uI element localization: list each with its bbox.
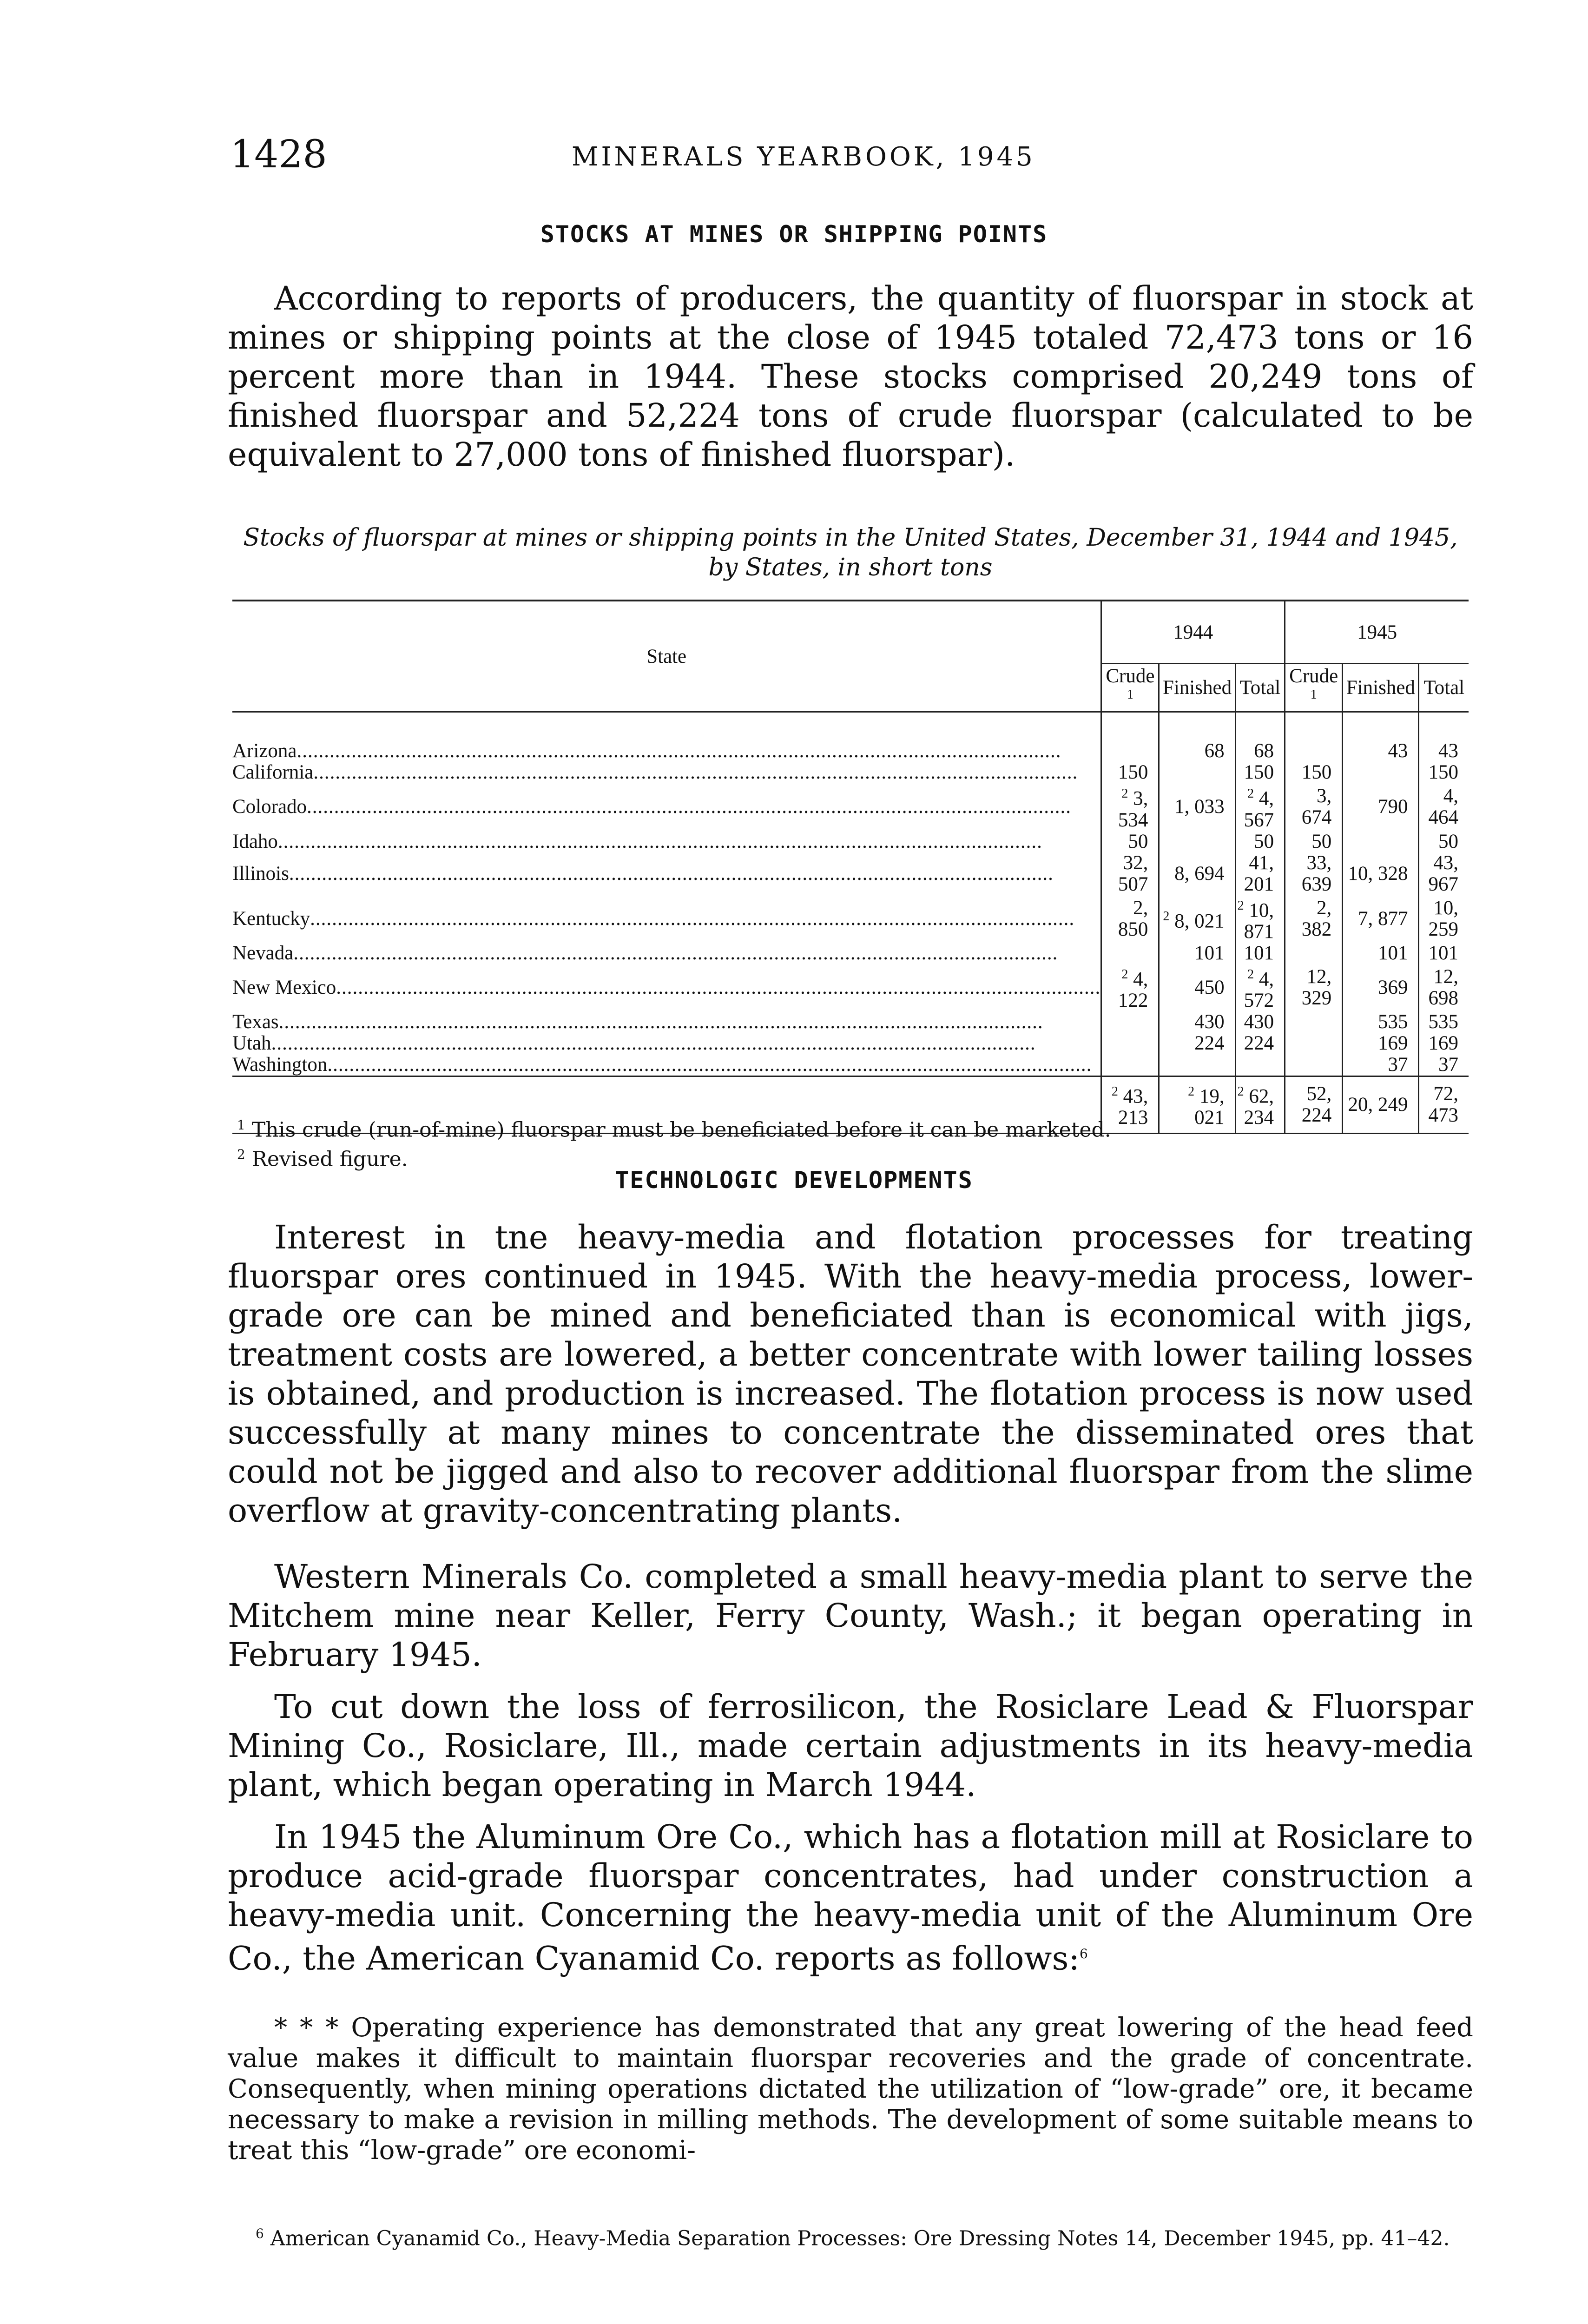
cell-value: 369 — [1377, 977, 1408, 999]
cell-value: 7, 877 — [1357, 907, 1408, 930]
cell-t44 — [1235, 895, 1285, 943]
cell-value: 101 — [1428, 942, 1458, 964]
running-head: MINERALS YEARBOOK, 1945 — [572, 142, 1035, 172]
cell-f44 — [1159, 783, 1235, 831]
cell-f45 — [1343, 895, 1419, 943]
cell-value: 50 — [1254, 830, 1274, 852]
cell-f44 — [1159, 762, 1235, 783]
revised-mark: 2 — [1163, 909, 1170, 924]
cell-t45 — [1419, 852, 1469, 895]
cell-value: 4, 572 — [1244, 968, 1274, 1012]
crude-footnote-mark-1945: 1 — [1310, 687, 1317, 702]
cell-value: 101 — [1377, 942, 1408, 964]
cell-c45 — [1285, 852, 1343, 895]
cell-value: 169 — [1428, 1032, 1458, 1055]
table-row — [232, 762, 1469, 783]
year-header-1945: 1945 — [1285, 601, 1469, 664]
cell-f45 — [1343, 1054, 1419, 1076]
cell-c45 — [1285, 712, 1343, 762]
leader-dots: ............................................................................................................................................ — [313, 762, 1078, 784]
cell-t44 — [1235, 964, 1285, 1011]
cell-value: 33, 639 — [1301, 852, 1332, 895]
cell-value: 4, 464 — [1428, 785, 1458, 829]
cell-value: 37 — [1438, 1054, 1458, 1076]
cell-f45 — [1343, 964, 1419, 1011]
total-crude-1945: 52, 224 — [1285, 1076, 1343, 1134]
cell-value: 41, 201 — [1244, 852, 1274, 895]
cell-c45 — [1285, 943, 1343, 964]
cell-t44 — [1235, 831, 1285, 852]
cell-value: 450 — [1194, 977, 1225, 999]
state-name: Utah — [232, 1033, 271, 1055]
state-header: State — [232, 601, 1101, 712]
cell-value: 8, 021 — [1174, 910, 1225, 932]
leader-dots: ............................................................................................................................................ — [271, 1033, 1036, 1055]
tech-paragraph-4 — [228, 1817, 1473, 1978]
cell-f45 — [1343, 712, 1419, 762]
table-row — [232, 831, 1469, 852]
cell-value: 12, 329 — [1301, 966, 1332, 1010]
cell-f44 — [1159, 852, 1235, 895]
cell-value: 101 — [1194, 942, 1225, 964]
cell-value: 169 — [1377, 1032, 1408, 1055]
cell-t44 — [1235, 852, 1285, 895]
cell-value: 150 — [1428, 761, 1458, 784]
cell-value: 43 — [1388, 740, 1408, 762]
total-crude-1944-value: 43, 213 — [1118, 1085, 1148, 1129]
cell-value: 68 — [1204, 740, 1225, 762]
table-row — [232, 1054, 1469, 1076]
cell-t44 — [1235, 762, 1285, 783]
cell-f45 — [1343, 1011, 1419, 1033]
revised-mark: 2 — [1247, 786, 1254, 801]
cell-t45 — [1419, 1033, 1469, 1054]
cell-f45 — [1343, 831, 1419, 852]
cell-f44 — [1159, 943, 1235, 964]
tech-paragraph-4-text: In 1945 the Aluminum Ore Co., which has a flotation mill at Rosiclare to produce acid-grade fluorspar concentrates, had under construction a heavy-media unit. Concerning the heavy-media unit of the Aluminum Ore Co., the American Cyanamid Co. reports as follows: — [228, 1818, 1473, 1978]
cell-value: 8, 694 — [1174, 862, 1225, 885]
cell-value: 150 — [1301, 761, 1332, 784]
quoted-excerpt: * * * Operating experience has demonstrated that any great lowering of the head feed value makes it difficult to maintain fluorspar recoveries and the grade of concentrate. Consequently, when mining operations dictated the utilization of “low-grade” ore, it became necessary to make a revision in milling methods. The development of some suitable means to treat this “low-grade” ore economi- — [228, 2013, 1473, 2166]
state-name: California — [232, 762, 314, 784]
cell-value: 43 — [1438, 740, 1458, 762]
state-cell — [232, 783, 1101, 831]
leader-dots: ............................................................................................................................................ — [307, 796, 1072, 818]
cell-f44 — [1159, 964, 1235, 1011]
cell-c44 — [1101, 831, 1159, 852]
state-name: Colorado — [232, 796, 307, 818]
col-total-1945: Total — [1419, 664, 1469, 712]
cell-c45 — [1285, 895, 1343, 943]
cell-t45 — [1419, 895, 1469, 943]
cell-f45 — [1343, 943, 1419, 964]
cell-value: 50 — [1128, 830, 1148, 852]
cell-t45 — [1419, 1054, 1469, 1076]
tech-paragraph-2: Western Minerals Co. completed a small heavy-media plant to serve the Mitchem mine near Keller, Ferry County, Wash.; it began operating in February 1945. — [228, 1558, 1473, 1674]
leader-dots: ............................................................................................................................................ — [297, 740, 1061, 762]
cell-c44 — [1101, 712, 1159, 762]
cell-value: 2, 382 — [1301, 897, 1332, 940]
state-cell — [232, 1033, 1101, 1054]
state-cell — [232, 852, 1101, 895]
cell-c44 — [1101, 964, 1159, 1011]
total-total-1944-value: 62, 234 — [1244, 1085, 1274, 1129]
cell-c44 — [1101, 1054, 1159, 1076]
state-name: Texas — [232, 1011, 279, 1033]
cell-t45 — [1419, 762, 1469, 783]
cell-value: 1, 033 — [1174, 796, 1225, 818]
table-row — [232, 1011, 1469, 1033]
cell-value: 150 — [1244, 761, 1274, 784]
total-total-1945: 72, 473 — [1419, 1076, 1469, 1134]
table-row — [232, 964, 1469, 1011]
cell-f44 — [1159, 831, 1235, 852]
cell-c45 — [1285, 1033, 1343, 1054]
state-name: Washington — [232, 1054, 328, 1076]
cell-value: 10, 871 — [1244, 899, 1274, 943]
cell-value: 10, 259 — [1428, 897, 1458, 940]
tech-paragraph-1: Interest in tne heavy-media and flotation processes for treating fluorspar ores continued in 1945. With the heavy-media process, lower-grade ore can be mined and beneficiated than is economical with jigs, treatment costs are lowered, a better concentrate with lower tailing losses is obtained, and production is increased. The flotation process is now used successfully at many mines to concentrate the disseminated ores that could not be jigged and also to recover additional fluorspar from the slime overflow at gravity-concentrating plants. — [228, 1218, 1473, 1530]
cell-t44 — [1235, 1054, 1285, 1076]
cell-value: 790 — [1377, 796, 1408, 818]
revised-mark: 2 — [1121, 967, 1128, 982]
cell-c44 — [1101, 1011, 1159, 1033]
total-finished-1944-mark: 2 — [1188, 1084, 1195, 1099]
cell-value: 37 — [1388, 1054, 1408, 1076]
cell-t44 — [1235, 712, 1285, 762]
state-cell — [232, 964, 1101, 1011]
cell-value: 10, 328 — [1348, 862, 1408, 885]
table-notes — [237, 1113, 1473, 1171]
cell-t44 — [1235, 943, 1285, 964]
state-cell — [232, 831, 1101, 852]
cell-t45 — [1419, 831, 1469, 852]
state-cell — [232, 712, 1101, 762]
cell-f44 — [1159, 712, 1235, 762]
col-crude-1945 — [1285, 664, 1343, 712]
state-cell — [232, 762, 1101, 783]
footnote-6-text: American Cyanamid Co., Heavy-Media Separation Processes: Ore Dressing Notes 14, December 1945, pp. 41–42. — [270, 2226, 1450, 2251]
state-name: Arizona — [232, 740, 297, 762]
col-crude-1944-label: Crude — [1106, 665, 1155, 687]
cell-value: 3, 674 — [1301, 785, 1332, 829]
cell-value: 32, 507 — [1118, 852, 1148, 895]
table-note-2-mark: 2 — [237, 1146, 245, 1162]
cell-value: 2, 850 — [1118, 897, 1148, 940]
cell-value: 4, 567 — [1244, 787, 1274, 831]
cell-value: 535 — [1428, 1011, 1458, 1033]
table-note-1-text: This crude (run-of-mine) fluorspar must be beneficiated before it can be marketed. — [251, 1118, 1111, 1142]
page-number: 1428 — [230, 132, 327, 177]
stocks-table — [232, 600, 1469, 1134]
cell-value: 68 — [1254, 740, 1274, 762]
cell-f44 — [1159, 895, 1235, 943]
col-total-1944: Total — [1235, 664, 1285, 712]
crude-footnote-mark-1944: 1 — [1127, 687, 1133, 702]
revised-mark: 2 — [1237, 898, 1244, 913]
leader-dots: ............................................................................................................................................ — [336, 977, 1101, 999]
cell-value: 150 — [1118, 761, 1148, 784]
cell-c45 — [1285, 783, 1343, 831]
col-finished-1945: Finished — [1343, 664, 1419, 712]
cell-c45 — [1285, 1011, 1343, 1033]
cell-value: 4, 122 — [1118, 968, 1148, 1012]
cell-c45 — [1285, 1054, 1343, 1076]
cell-c44 — [1101, 783, 1159, 831]
total-finished-1944-value: 19, 021 — [1194, 1085, 1225, 1129]
footnote-6-mark: 6 — [256, 2226, 264, 2241]
leader-dots: ............................................................................................................................................ — [293, 942, 1058, 964]
table-note-2-text: Revised figure. — [251, 1147, 408, 1171]
cell-value: 43, 967 — [1428, 852, 1458, 895]
cell-t44 — [1235, 1011, 1285, 1033]
revised-mark: 2 — [1247, 967, 1254, 982]
cell-f45 — [1343, 852, 1419, 895]
cell-t44 — [1235, 783, 1285, 831]
cell-t45 — [1419, 964, 1469, 1011]
table-note-1 — [237, 1113, 1473, 1142]
state-name: Nevada — [232, 942, 294, 964]
state-name: Illinois — [232, 862, 289, 885]
revised-mark: 2 — [1121, 786, 1128, 801]
table-row — [232, 895, 1469, 943]
cell-t45 — [1419, 1011, 1469, 1033]
table-note-1-mark: 1 — [237, 1117, 245, 1133]
cell-t44 — [1235, 1033, 1285, 1054]
state-cell — [232, 943, 1101, 964]
cell-t45 — [1419, 783, 1469, 831]
section-heading-stocks: STOCKS AT MINES OR SHIPPING POINTS — [540, 221, 1048, 248]
leader-dots: ............................................................................................................................................ — [310, 907, 1075, 930]
table-row — [232, 1033, 1469, 1054]
year-header-1944: 1944 — [1101, 601, 1285, 664]
cell-value: 224 — [1194, 1032, 1225, 1055]
footnote-6 — [228, 2222, 1473, 2251]
footnote-ref-6: 6 — [1079, 1946, 1088, 1961]
cell-value: 101 — [1244, 942, 1274, 964]
cell-c45 — [1285, 762, 1343, 783]
cell-f45 — [1343, 783, 1419, 831]
cell-f44 — [1159, 1054, 1235, 1076]
cell-f44 — [1159, 1011, 1235, 1033]
cell-c44 — [1101, 895, 1159, 943]
cell-t45 — [1419, 712, 1469, 762]
state-name: Idaho — [232, 831, 278, 852]
state-cell — [232, 1054, 1101, 1076]
col-crude-1945-label: Crude — [1289, 665, 1338, 687]
cell-c44 — [1101, 852, 1159, 895]
cell-c44 — [1101, 1033, 1159, 1054]
tech-paragraph-3: To cut down the loss of ferrosilicon, the Rosiclare Lead & Fluorspar Mining Co., Rosiclare, Ill., made certain adjustments in its heavy-media plant, which began operating in March 1944. — [228, 1688, 1473, 1804]
cell-value: 50 — [1311, 830, 1332, 852]
section-heading-technologic: TECHNOLOGIC DEVELOPMENTS — [615, 1167, 973, 1194]
leader-dots: ............................................................................................................................................ — [278, 1011, 1043, 1033]
table-row — [232, 783, 1469, 831]
table-row — [232, 852, 1469, 895]
cell-value: 50 — [1438, 830, 1458, 852]
leader-dots: ............................................................................................................................................ — [277, 831, 1042, 852]
cell-value: 224 — [1244, 1032, 1274, 1055]
cell-c44 — [1101, 762, 1159, 783]
table-row — [232, 943, 1469, 964]
state-name: Kentucky — [232, 907, 310, 930]
state-name: New Mexico — [232, 977, 336, 999]
page-header — [230, 132, 1481, 184]
cell-value: 3, 534 — [1118, 787, 1148, 831]
total-total-1944-mark: 2 — [1237, 1084, 1244, 1099]
cell-value: 12, 698 — [1428, 966, 1458, 1010]
col-crude-1944 — [1101, 664, 1159, 712]
cell-c45 — [1285, 964, 1343, 1011]
cell-f45 — [1343, 1033, 1419, 1054]
cell-f44 — [1159, 1033, 1235, 1054]
cell-t45 — [1419, 943, 1469, 964]
table-caption: Stocks of fluorspar at mines or shipping points in the United States, December 31, 1944 and 1945, by States, in short tons — [243, 524, 1458, 581]
leader-dots: ............................................................................................................................................ — [289, 862, 1054, 885]
cell-f45 — [1343, 762, 1419, 783]
col-finished-1944: Finished — [1159, 664, 1235, 712]
cell-value: 535 — [1377, 1011, 1408, 1033]
cell-value: 430 — [1194, 1011, 1225, 1033]
cell-value: 430 — [1244, 1011, 1274, 1033]
total-crude-1944-mark: 2 — [1111, 1084, 1118, 1099]
stocks-paragraph: According to reports of producers, the quantity of fluorspar in stock at mines or shipping points at the close of 1945 totaled 72,473 tons or 16 percent more than in 1944. These stocks comprised 20,249 tons of finished fluorspar and 52,224 tons of crude fluorspar (calculated to be equivalent to 27,000 tons of finished fluorspar). — [228, 279, 1473, 474]
cell-c45 — [1285, 831, 1343, 852]
state-cell — [232, 895, 1101, 943]
cell-c44 — [1101, 943, 1159, 964]
table-body — [232, 712, 1469, 1076]
table-row — [232, 712, 1469, 762]
leader-dots: ............................................................................................................................................ — [327, 1054, 1092, 1076]
total-finished-1945: 20, 249 — [1343, 1076, 1419, 1134]
state-cell — [232, 1011, 1101, 1033]
